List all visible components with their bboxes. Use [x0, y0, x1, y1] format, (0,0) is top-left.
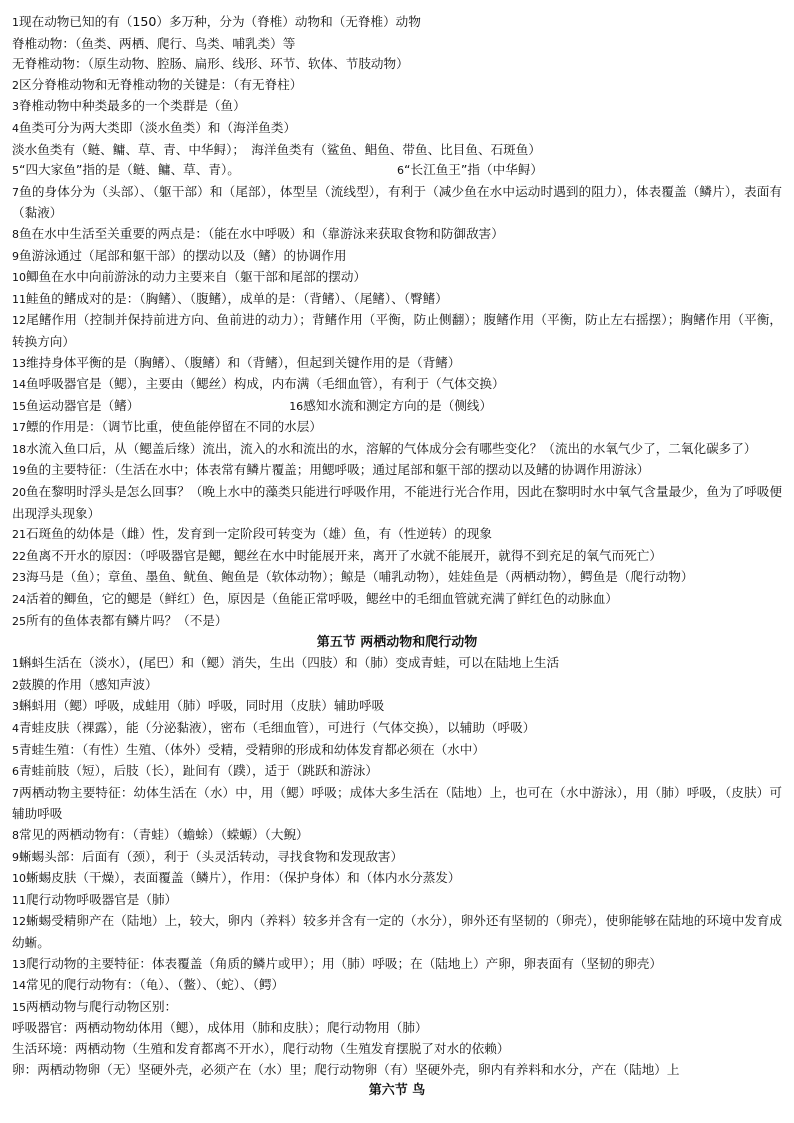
section-title: 第五节 两栖动物和爬行动物	[316, 635, 478, 651]
item-text: 活着的鲫鱼，它的鳃是（鲜红）色，原因是（鱼能正常呼吸，鳃丝中的毛细血管就充满了鲜红色的动脉血）	[26, 591, 618, 607]
item-text: 鱼在水中生活至关重要的两点是：（能在水中呼吸）和（靠游泳来获取食物和防御敌害）	[19, 225, 504, 241]
item-text: 生活环境：两栖动物（生殖和发育都离不开水），爬行动物（生殖发育摆脱了对水的依赖）	[12, 1040, 510, 1056]
item-number: 5	[12, 164, 19, 178]
text-line	[12, 224, 782, 246]
item-text: 淡水鱼类有（鲢、鳙、草、青、中华鲟）； 海洋鱼类有（鲨鱼、鲳鱼、带鱼、比目鱼、石斑鱼）	[12, 141, 541, 157]
text-line	[12, 289, 782, 311]
text-line	[12, 783, 782, 825]
text-line	[12, 1039, 782, 1060]
item-text: 鲫鱼在水中向前游泳的动力主要来自（躯干部和尾部的摆动）	[26, 269, 367, 285]
item-text: 所有的鱼体表都有鳞片吗？（不是）	[26, 612, 228, 628]
text-line	[12, 911, 782, 953]
item-number: 6	[397, 164, 404, 178]
item-text: 鱼的主要特征：（生活在水中；体表常有鳞片覆盖；用鳃呼吸；通过尾部和躯干部的摆动以及鳍的协调作用游泳）	[26, 462, 650, 478]
item-number: 12	[12, 915, 26, 929]
text-line	[12, 460, 782, 482]
item-number: 10	[12, 872, 26, 886]
text-line	[12, 847, 782, 869]
item-number: 14	[12, 378, 26, 392]
text-line	[12, 524, 782, 546]
item-number: 7	[12, 185, 19, 199]
text-line	[12, 825, 782, 847]
text-line	[12, 696, 782, 718]
text-line	[12, 12, 782, 34]
item-text: 现在动物已知的有（150）多万种，分为（脊椎）动物和（无脊椎）动物	[19, 14, 421, 29]
item-text: 鱼呼吸器官是（鳃），主要由（鳃丝）构成，内布满（毛细血管），有利于（气体交换）	[26, 376, 505, 392]
item-text: 蝌蚪生活在（淡水），(尾巴）和（鳃）消失，生出（四肢）和（肺）变成青蛙，可以在陆地上生活	[19, 655, 560, 671]
text-line	[12, 96, 782, 118]
item-text: 爬行动物呼吸器官是（肺）	[26, 891, 178, 907]
text-line	[12, 353, 782, 375]
item-text: 鱼游泳通过（尾部和躯干部）的摆动以及（鳍）的协调作用	[19, 247, 347, 263]
item-number: 4	[12, 722, 19, 735]
text-line	[12, 567, 782, 589]
item-number: 6	[12, 765, 19, 779]
item-text: 脊椎动物中种类最多的一个类群是（鱼）	[19, 98, 246, 114]
item-text: 常见的爬行动物有：（龟）、（鳖）、（蛇）、（鳄）	[26, 977, 285, 993]
item-text: 两栖动物主要特征：幼体生活在（水）中，用（鳃）呼吸；成体大多生活在（陆地）上，也可在（水中游泳），用（肺）呼吸，（皮肤）可辅助呼吸	[12, 784, 782, 822]
item-text: 脊椎动物：（鱼类、两栖、爬行、鸟类、哺乳类）等	[12, 35, 296, 51]
text-line	[12, 34, 782, 55]
item-number: 21	[12, 528, 26, 542]
section-title: 第六节 鸟	[368, 1083, 426, 1099]
item-text: 维持身体平衡的是（胸鳍）、（腹鳍）和（背鳍），但起到关键作用的是（背鳍）	[26, 354, 461, 370]
text-line	[12, 997, 782, 1019]
text-line	[12, 267, 782, 289]
item-number: 9	[12, 850, 19, 864]
item-text: 蜥蜴受精卵产在（陆地）上，较大，卵内（养料）较多并含有一定的（水分），卵外还有坚韧的（卵壳），使卵能够在陆地的环境中发育成幼蜥。	[12, 913, 782, 950]
item-text: 鱼类可分为两大类即（淡水鱼类）和（海洋鱼类）	[19, 119, 297, 135]
text-line	[12, 589, 782, 611]
item-text: 常见的两栖动物有：（青蛙）（蟾蜍）（蝾螈）（大鲵）	[19, 826, 309, 842]
text-line	[12, 761, 782, 783]
text-line	[12, 246, 782, 268]
text-line	[12, 954, 782, 976]
item-text: 鱼运动器官是（鳍）	[26, 397, 140, 413]
text-line	[12, 118, 782, 140]
item-text: 鳔的作用是：（调节比重，使鱼能停留在不同的水层）	[26, 419, 322, 435]
item-text: 石斑鱼的幼体是（雌）性，发育到一定阶段可转变为（雄）鱼，有（性逆转）的现象	[26, 526, 492, 542]
text-line	[12, 75, 782, 97]
item-number: 13	[12, 356, 26, 370]
item-number: 8	[12, 227, 19, 241]
item-number: 5	[12, 743, 19, 757]
item-text: 卵：两栖动物卵（无）坚硬外壳，必须产在（水）里；爬行动物卵（有）坚硬外壳，卵内有养料和水分，产在（陆地）上	[12, 1061, 680, 1077]
item-text: 蜥蜴头部：后面有（颈），利于（头灵活转动，寻找食物和发现敌害）	[19, 848, 404, 864]
item-number: 12	[12, 314, 26, 328]
text-line	[12, 546, 782, 568]
text-line	[12, 975, 782, 997]
text-line	[12, 611, 782, 633]
item-number: 19	[12, 464, 26, 478]
text-line	[12, 310, 782, 352]
item-text: 海马是（鱼）；章鱼、墨鱼、鱿鱼、鲍鱼是（软体动物）；鲸是（哺乳动物），娃娃鱼是（两栖动物），鳄鱼是（爬行动物）	[26, 569, 694, 585]
text-line	[12, 54, 782, 75]
text-line	[12, 182, 782, 224]
item-number: 2	[12, 678, 19, 692]
item-text: 蜥蜴皮肤（干燥），表面覆盖（鳞片），作用：（保护身体）和（体内水分蒸发）	[26, 870, 461, 886]
item-number: 9	[12, 249, 19, 263]
item-text: 鱼在黎明时浮头是怎么回事？（晚上水中的藻类只能进行呼吸作用，不能进行光合作用，因此在黎明时水中氧气含量最少，鱼为了呼吸便出现浮头现象）	[12, 484, 782, 521]
text-line	[12, 417, 782, 439]
item-text: 青蛙生殖：（有性）生殖、（体外）受精，受精卵的形成和幼体发育都必须在（水中）	[19, 741, 485, 757]
item-number: 8	[12, 828, 19, 842]
item-number: 15	[12, 399, 26, 413]
item-number: 18	[12, 442, 26, 456]
text-line	[12, 160, 782, 182]
item-text: 鲑鱼的鳍成对的是：（胸鳍）、（腹鳍），成单的是：（背鳍）、（尾鳍）、（臀鳍）	[26, 290, 448, 306]
item-text: 青蛙皮肤（裸露），能（分泌黏液），密布（毛细血管），可进行（气体交换），以辅助（呼吸）	[19, 720, 536, 735]
text-line	[12, 439, 782, 461]
item-number: 15	[12, 1000, 26, 1014]
item-number: 17	[12, 421, 26, 435]
item-number: 2	[12, 78, 19, 92]
item-text: 尾鳍作用（控制并保持前进方向、鱼前进的动力）；背鳍作用（平衡，防止侧翻）；腹鳍作用（平衡，防止左右摇摆）；胸鳍作用（平衡，转换方向）	[12, 312, 782, 349]
item-number: 4	[12, 121, 19, 135]
item-text: 鱼离不开水的原因：（呼吸器官是鳃，鳃丝在水中时能展开来，离开了水就不能展开，就得不到充足的氧气而死亡）	[26, 547, 662, 563]
text-line	[12, 740, 782, 762]
item-text: 爬行动物的主要特征：体表覆盖（角质的鳞片或甲）；用（肺）呼吸；在（陆地上）产卵，卵表面有（坚韧的卵壳）	[26, 955, 662, 971]
item-text: 两栖动物与爬行动物区别：	[26, 998, 178, 1014]
item-number: 14	[12, 979, 26, 993]
item-number: 7	[12, 786, 19, 800]
item-number: 16	[289, 399, 304, 413]
text-line	[12, 718, 782, 740]
text-line	[12, 653, 782, 675]
item-number: 24	[12, 593, 26, 607]
item-text: 蝌蚪用（鳃）呼吸，成蛙用（肺）呼吸，同时用（皮肤）辅助呼吸	[19, 698, 385, 714]
text-line	[12, 868, 782, 890]
item-number: 20	[12, 486, 26, 500]
item-number: 13	[12, 957, 26, 971]
item-text: 鱼的身体分为（头部）、（躯干部）和（尾部），体型呈（流线型），有利于（减少鱼在水中运动时遇到的阻力），体表覆盖（鳞片），表面有（黏液）	[12, 183, 782, 221]
item-number: 22	[12, 549, 26, 563]
text-line	[12, 374, 782, 396]
item-number: 11	[12, 292, 26, 306]
text-line	[12, 675, 782, 697]
item-number: 23	[12, 571, 26, 585]
item-text: 青蛙前肢（短），后肢（长），趾间有（蹼），适于（跳跃和游泳）	[19, 763, 378, 779]
item-text: 区分脊椎动物和无脊椎动物的关键是：（有无脊柱）	[19, 76, 303, 92]
item-number: 1	[12, 16, 19, 29]
text-line	[12, 1060, 782, 1081]
item-number: 11	[12, 893, 26, 907]
text-line	[12, 482, 782, 524]
item-text: 水流入鱼口后，从（鳃盖后缘）流出，流入的水和流出的水，溶解的气体成分会有哪些变化？（流出的水氧气少了，二氧化碳多了）	[26, 440, 757, 456]
item-number: 25	[12, 614, 26, 628]
item-text: 感知水流和测定方向的是（侧线）	[303, 397, 493, 413]
text-line	[12, 396, 782, 418]
item-text: 呼吸器官：两栖动物幼体用（鳃），成体用（肺和皮肤）；爬行动物用（肺）	[12, 1020, 428, 1036]
text-line	[12, 140, 782, 161]
item-text: “长江鱼王”指（中华鲟）	[404, 162, 543, 178]
item-text: “四大家鱼”指的是（鲢、鳙、草、青）。	[19, 162, 240, 178]
text-line	[12, 1018, 782, 1039]
item-number: 3	[12, 700, 19, 714]
item-number: 1	[12, 657, 19, 671]
item-text: 无脊椎动物：（原生动物、腔肠、扁形、线形、环节、软体、节肢动物）	[12, 56, 409, 72]
item-number: 10	[12, 271, 26, 285]
item-number: 3	[12, 100, 19, 114]
item-text: 鼓膜的作用（感知声波）	[19, 676, 158, 692]
text-line	[12, 890, 782, 912]
